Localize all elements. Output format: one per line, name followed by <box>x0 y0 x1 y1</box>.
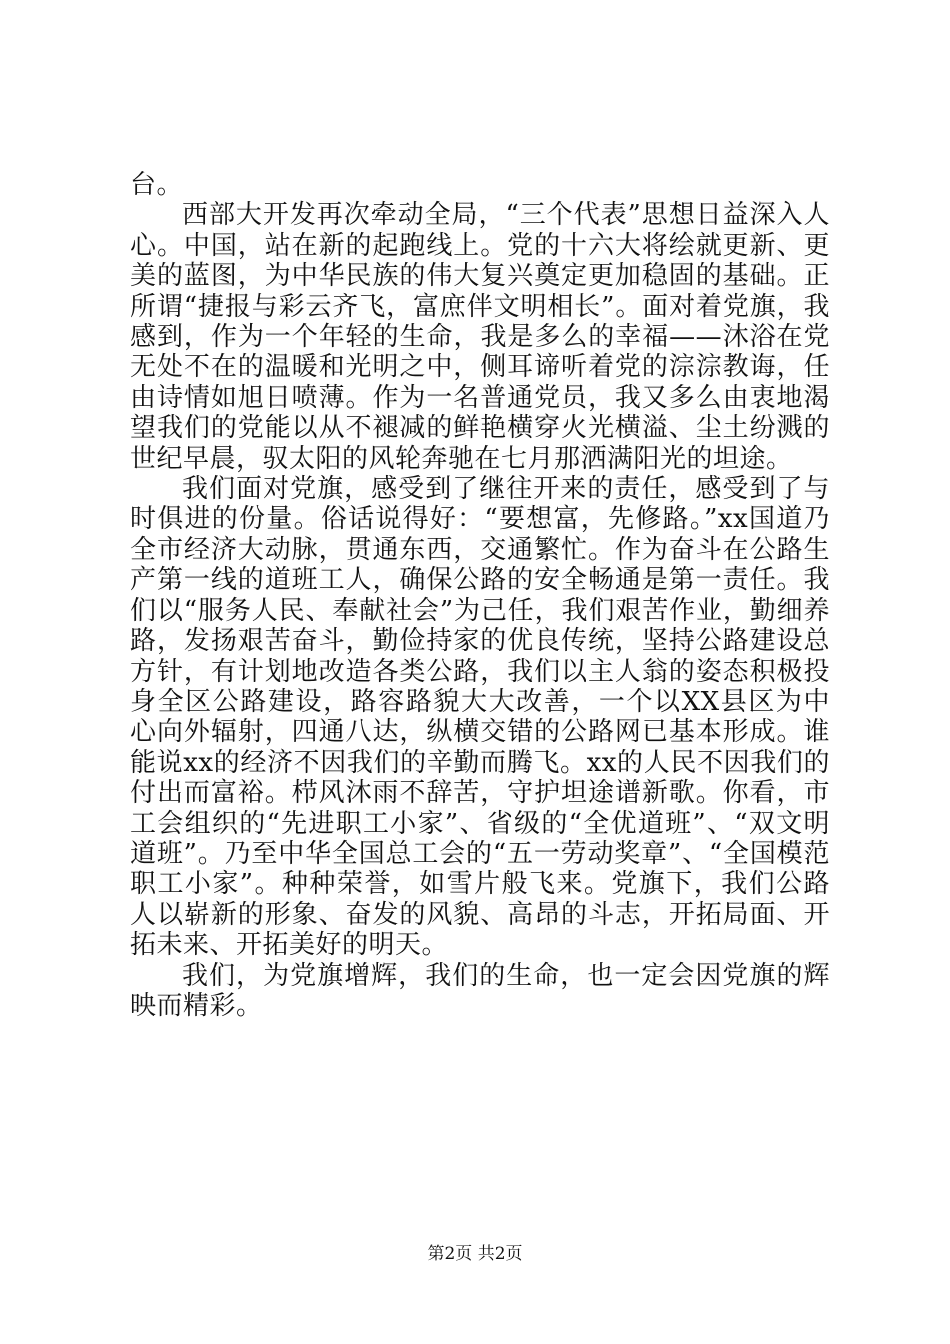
paragraph-continuation: 台。 <box>130 170 184 200</box>
paragraph-conclusion: 我们，为党旗增辉，我们的生命，也一定会因党旗的辉映而精彩。 <box>130 960 830 1021</box>
body-text <box>130 170 830 1021</box>
paragraph-western-development: 西部大开发再次牵动全局，“三个代表”思想日益深入人心。中国，站在新的起跑线上。党的十六大将绘就更新、更美的蓝图，为中华民族的伟大复兴奠定更加稳固的基础。正所谓“捷报与彩云齐飞，富庶伴文明相长”。面对着党旗，我感到，作为一个年轻的生命，我是多么的幸福——沐浴在党无处不在的温暖和光明之中，侧耳谛听着党的淙淙教诲，任由诗情如旭日喷薄。作为一名普通党员，我又多么由衷地渴望我们的党能以从不褪减的鲜艳横穿火光横溢、尘土纷溅的世纪早晨，驭太阳的风轮奔驰在七月那洒满阳光的坦途。 <box>130 200 830 474</box>
paragraph-road-workers: 我们面对党旗，感受到了继往开来的责任，感受到了与时俱进的份量。俗话说得好：“要想富，先修路。”xx国道乃全市经济大动脉，贯通东西，交通繁忙。作为奋斗在公路生产第一线的道班工人，确保公路的安全畅通是第一责任。我们以“服务人民、奉献社会”为己任，我们艰苦作业，勤细养路，发扬艰苦奋斗，勤俭持家的优良传统，坚持公路建设总方针，有计划地改造各类公路，我们以主人翁的姿态积极投身全区公路建设，路容路貌大大改善，一个以XX县区为中心向外辐射，四通八达，纵横交错的公路网已基本形成。谁能说xx的经济不因我们的辛勤而腾飞。xx的人民不因我们的付出而富裕。栉风沐雨不辞苦，守护坦途谱新歌。你看，市工会组织的“先进职工小家”、省级的“全优道班”、“双文明道班”。乃至中华全国总工会的“五一劳动奖章”、“全国模范职工小家”。种种荣誉，如雪片般飞来。党旗下，我们公路人以崭新的形象、奋发的风貌、高昂的斗志，开拓局面、开拓未来、开拓美好的明天。 <box>130 474 830 961</box>
page-footer: 第2页 共2页 <box>427 1244 523 1264</box>
